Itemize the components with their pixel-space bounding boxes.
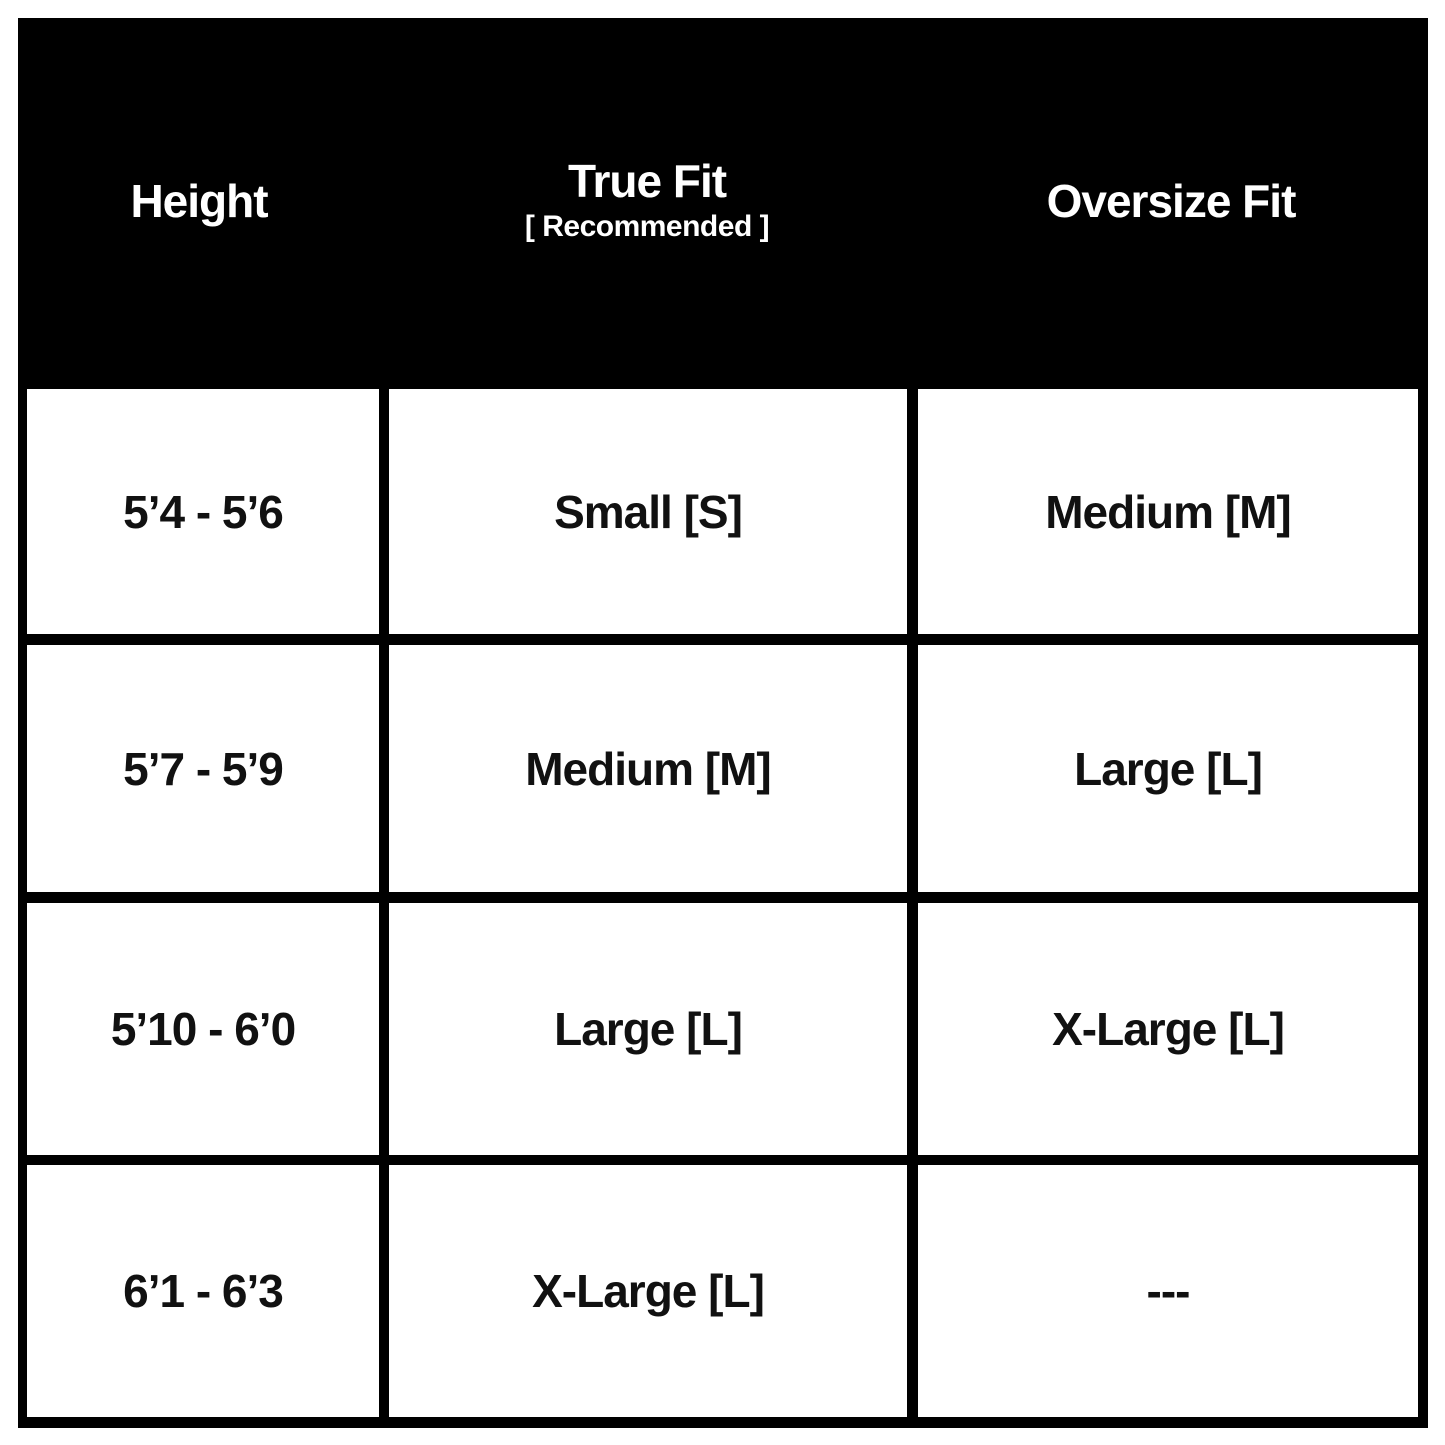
table-header xyxy=(18,18,1428,384)
header-height-label: Height xyxy=(130,174,268,227)
table-cell-oversize-fit: Medium [M] xyxy=(918,389,1418,634)
table-cell-oversize-fit: Large [L] xyxy=(918,645,1418,892)
table-cell-true-fit: Medium [M] xyxy=(389,645,907,892)
header-oversize-fit-label: Oversize Fit xyxy=(1046,174,1296,227)
header-true-fit-note: [ Recommended ] xyxy=(524,210,770,244)
table-cell-true-fit: X-Large [L] xyxy=(389,1165,907,1417)
table-cell-height: 5’7 - 5’9 xyxy=(27,645,379,892)
table-cell-true-fit: Large [L] xyxy=(389,903,907,1155)
table-cell-height: 5’4 - 5’6 xyxy=(27,389,379,634)
table-cell-oversize-fit: --- xyxy=(918,1165,1418,1417)
table-cell-true-fit: Small [S] xyxy=(389,389,907,634)
header-oversize-fit xyxy=(914,18,1428,384)
header-true-fit xyxy=(380,18,914,384)
table-cell-height: 5’10 - 6’0 xyxy=(27,903,379,1155)
header-true-fit-label: True Fit xyxy=(567,154,727,207)
table-cell-height: 6’1 - 6’3 xyxy=(27,1165,379,1417)
table-cell-oversize-fit: X-Large [L] xyxy=(918,903,1418,1155)
size-chart-table xyxy=(18,18,1428,1428)
header-height xyxy=(18,18,380,384)
